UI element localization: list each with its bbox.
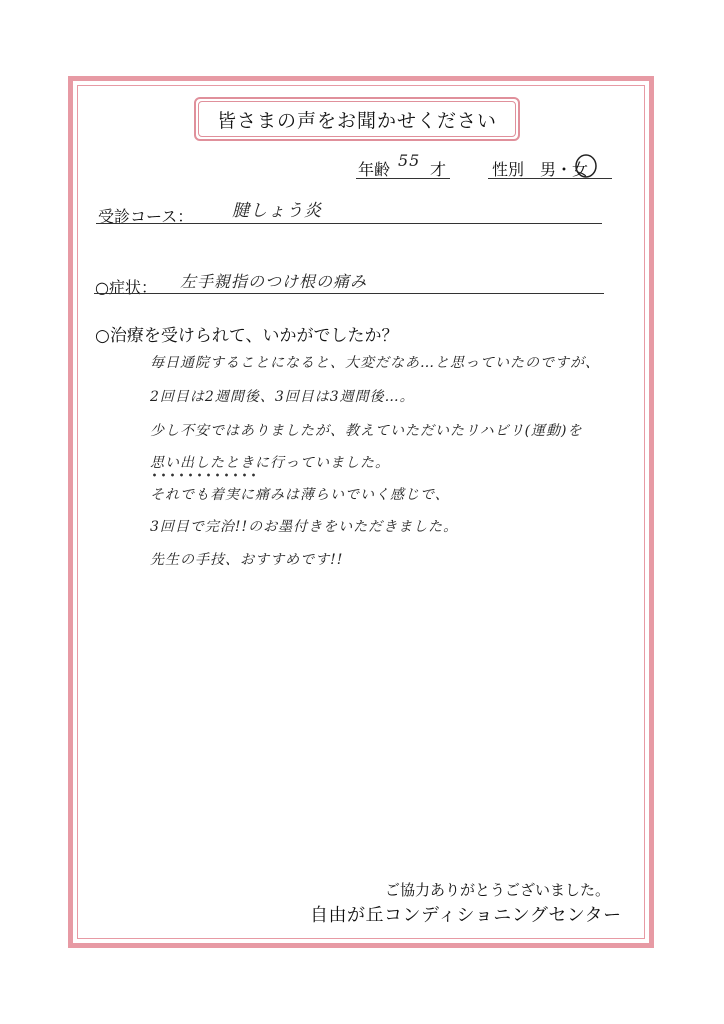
footer-center-name: 自由が丘コンディショニングセンター (310, 905, 622, 926)
comment-line-1: 毎日通院することになると、大変だなあ…と思っていたのですが、 (150, 355, 600, 371)
comment-line-3: 少し不安ではありましたが、教えていただいたリハビリ(運動)を (150, 423, 583, 439)
form-title: 皆さまの声をお聞かせください (216, 109, 497, 132)
course-value: 腱しょう炎 (232, 201, 322, 221)
symptom-label: ○症状： (95, 278, 157, 297)
comment-line-4: 思い出したときに行っていました。 (150, 455, 390, 471)
symptom-value: 左手親指のつけ根の痛み (180, 272, 368, 291)
symptom-underline (94, 293, 604, 294)
footer-thanks: ご協力ありがとうございました。 (385, 881, 611, 899)
emphasis-dots (150, 473, 258, 477)
comment-line-7: 先生の手技、おすすめです!! (150, 552, 344, 568)
age-value: 55 (398, 151, 421, 170)
question-label: ○治療を受けられて、いかがでしたか？ (95, 326, 399, 346)
title-box-inner-border (198, 101, 516, 137)
comment-line-2: 2回目は2週間後、3回目は3週間後…。 (150, 389, 415, 405)
gender-circle-mark (574, 153, 598, 179)
comment-line-6: 3回目で完治!!のお墨付きをいただきました。 (150, 519, 459, 535)
gender-underline (488, 178, 612, 179)
course-label: 受診コース： (98, 207, 194, 226)
age-underline (356, 178, 450, 179)
age-label: 年齢 (358, 160, 391, 179)
gender-options: 男・女 (540, 160, 589, 179)
gender-label: 性別 (492, 160, 525, 179)
comment-line-5: それでも着実に痛みは薄らいでいく感じで、 (150, 487, 450, 503)
course-underline (96, 223, 602, 224)
age-unit: 才 (430, 160, 447, 179)
